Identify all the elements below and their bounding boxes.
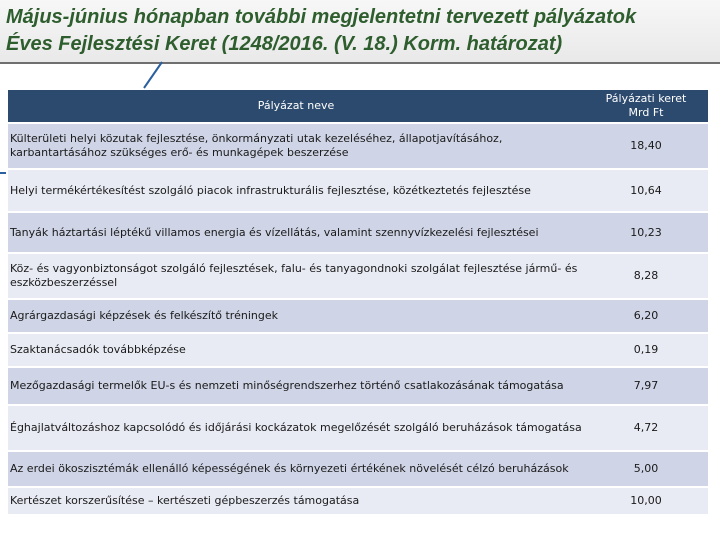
applications-table [8,90,708,516]
row-value: 10,00 [584,487,708,515]
row-value: 10,23 [584,212,708,253]
table-row [8,169,708,212]
title-banner [0,0,720,64]
row-value: 18,40 [584,123,708,169]
row-name: Agrárgazdasági képzések és felkészítő tréningek [8,299,584,333]
row-name: Éghajlatváltozáshoz kapcsolódó és időjárási kockázatok megelőzését szolgáló beruházások támogatása [8,405,584,451]
column-header-value-line1: Pályázati keret [605,92,687,105]
table-row [8,451,708,487]
table-row [8,212,708,253]
row-name: Köz- és vagyonbiztonságot szolgáló fejlesztések, falu- és tanyagondnoki szolgálat fejlesztése jármű- és eszközbeszerzéssel [8,253,584,299]
table-row [8,405,708,451]
row-value: 8,28 [584,253,708,299]
page-title: Május-június hónapban további megjelentetni tervezett pályázatok [6,6,637,28]
page-subtitle: Éves Fejlesztési Keret (1248/2016. (V. 18.) Korm. határozat) [6,33,563,55]
row-value: 0,19 [584,333,708,367]
table-header-row [8,90,708,123]
table-row [8,487,708,515]
table-row [8,123,708,169]
decorative-mark [0,172,6,174]
table-row [8,367,708,405]
column-header-value-line2: Mrd Ft [628,106,664,119]
row-name: Helyi termékértékesítést szolgáló piacok infrastrukturális fejlesztése, közétkeztetés fejlesztése [8,169,584,212]
row-value: 7,97 [584,367,708,405]
table-row [8,253,708,299]
row-name: Szaktanácsadók továbbképzése [8,333,584,367]
row-name: Kertészet korszerűsítése – kertészeti gépbeszerzés támogatása [8,487,584,515]
row-value: 10,64 [584,169,708,212]
row-name: Külterületi helyi közutak fejlesztése, önkormányzati utak kezeléséhez, állapotjavításához, karbantartásához szükséges erő- és munkagépek beszerzése [8,123,584,169]
row-name: Tanyák háztartási léptékű villamos energia és vízellátás, valamint szennyvízkezelési fejlesztései [8,212,584,253]
row-name: Az erdei ökoszisztémák ellenálló képességének és környezeti értékének növelését célzó beruházások [8,451,584,487]
table-row [8,333,708,367]
row-value: 6,20 [584,299,708,333]
column-header-name: Pályázat neve [8,90,584,123]
table-row [8,299,708,333]
column-header-value [584,90,708,123]
row-value: 4,72 [584,405,708,451]
row-name: Mezőgazdasági termelők EU-s és nemzeti minőségrendszerhez történő csatlakozásának támogatása [8,367,584,405]
row-value: 5,00 [584,451,708,487]
decorative-line-icon [140,60,170,90]
